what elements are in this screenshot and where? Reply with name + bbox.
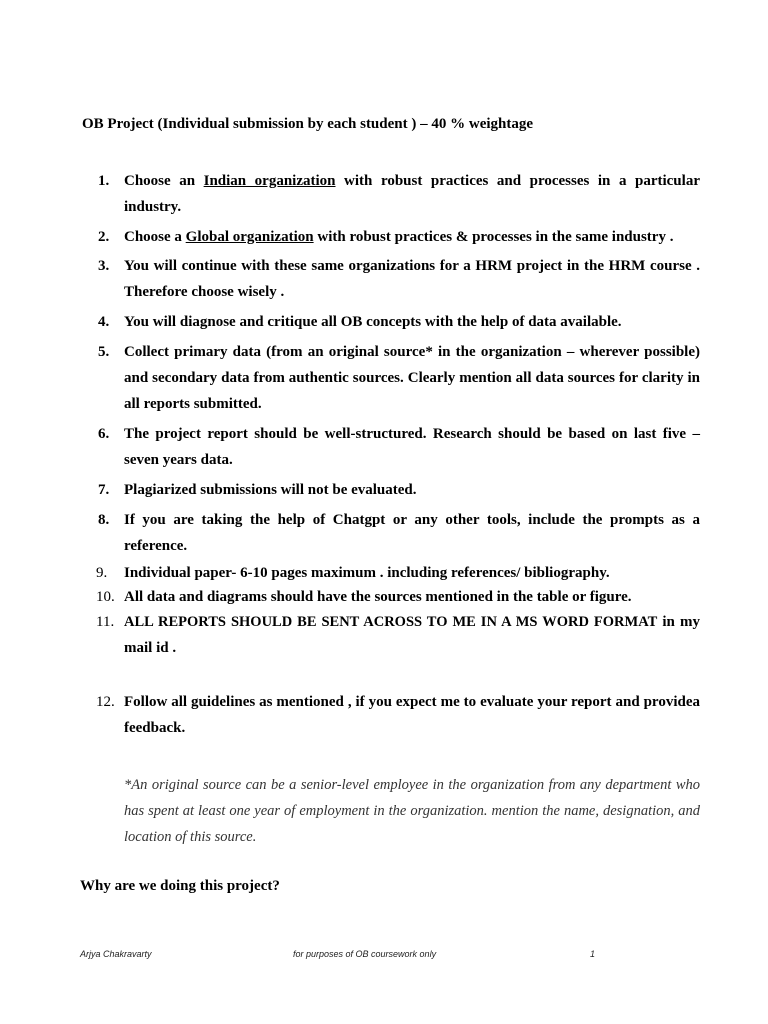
list-item: 5. Collect primary data (from an original source* in the organization – wherever possible) and secondary data from authentic sources. Clearly mention all data sources for clarity in all reports submitted. [124, 339, 700, 417]
item-number: 10. [96, 589, 115, 605]
list-item: 6. The project report should be well-structured. Research should be based on last five – seven years data. [124, 421, 700, 473]
item-number: 2. [98, 229, 110, 245]
footer-purpose: for purposes of OB coursework only [293, 949, 437, 959]
list-item: 11. ALL REPORTS SHOULD BE SENT ACROSS TO ME IN A MS WORD FORMAT in my mail id . [124, 609, 700, 661]
item-number: 3. [98, 258, 110, 274]
footer-page-number: 1 [590, 949, 596, 959]
list-item: 9. Individual paper- 6-10 pages maximum . including references/ bibliography. [124, 561, 700, 585]
list-item: 7. Plagiarized submissions will not be evaluated. [124, 477, 700, 503]
global-organization-emphasis: Global organization [185, 229, 314, 245]
item-number: 6. [98, 426, 110, 442]
item-number: 7. [98, 482, 110, 498]
indian-organization-emphasis: Indian organization [203, 173, 336, 189]
item-number: 11. [96, 614, 115, 630]
list-item: 1. Choose an Indian organization with robust practices and processes in a particular industry. [124, 168, 700, 220]
list-item: 10. All data and diagrams should have the sources mentioned in the table or figure. [124, 585, 700, 609]
item-number: 12. [96, 694, 115, 710]
list-item: 4. You will diagnose and critique all OB concepts with the help of data available. [124, 309, 700, 335]
footer-author: Arjya Chakravarty [80, 949, 152, 959]
item-number: 4. [98, 314, 110, 330]
original-source-note: *An original source can be a senior-level employee in the organization from any department who has spent at least one year of employment in the organization. mention the name, designation, and location of this source. [124, 777, 700, 845]
item-number: 9. [96, 565, 108, 581]
list-item: 12. Follow all guidelines as mentioned , if you expect me to evaluate your report and providea feedback. [124, 689, 700, 741]
list-item: 2. Choose a Global organization with robust practices & processes in the same industry . [124, 224, 700, 250]
section-heading: Why are we doing this project? [80, 878, 280, 894]
word-format-emphasis: ALL REPORTS SHOULD BE SENT ACROSS TO ME IN A MS WORD FORMAT [124, 614, 658, 630]
document-title: OB Project (Individual submission by each student ) – 40 % weightage [82, 116, 534, 132]
list-item: 3. You will continue with these same organizations for a HRM project in the HRM course . Therefore choose wisely . [124, 253, 700, 305]
list-item: 8. If you are taking the help of Chatgpt or any other tools, include the prompts as a reference. [124, 507, 700, 559]
item-number: 5. [98, 344, 110, 360]
item-number: 1. [98, 173, 110, 189]
item-number: 8. [98, 512, 110, 528]
guidelines-list [96, 168, 700, 741]
